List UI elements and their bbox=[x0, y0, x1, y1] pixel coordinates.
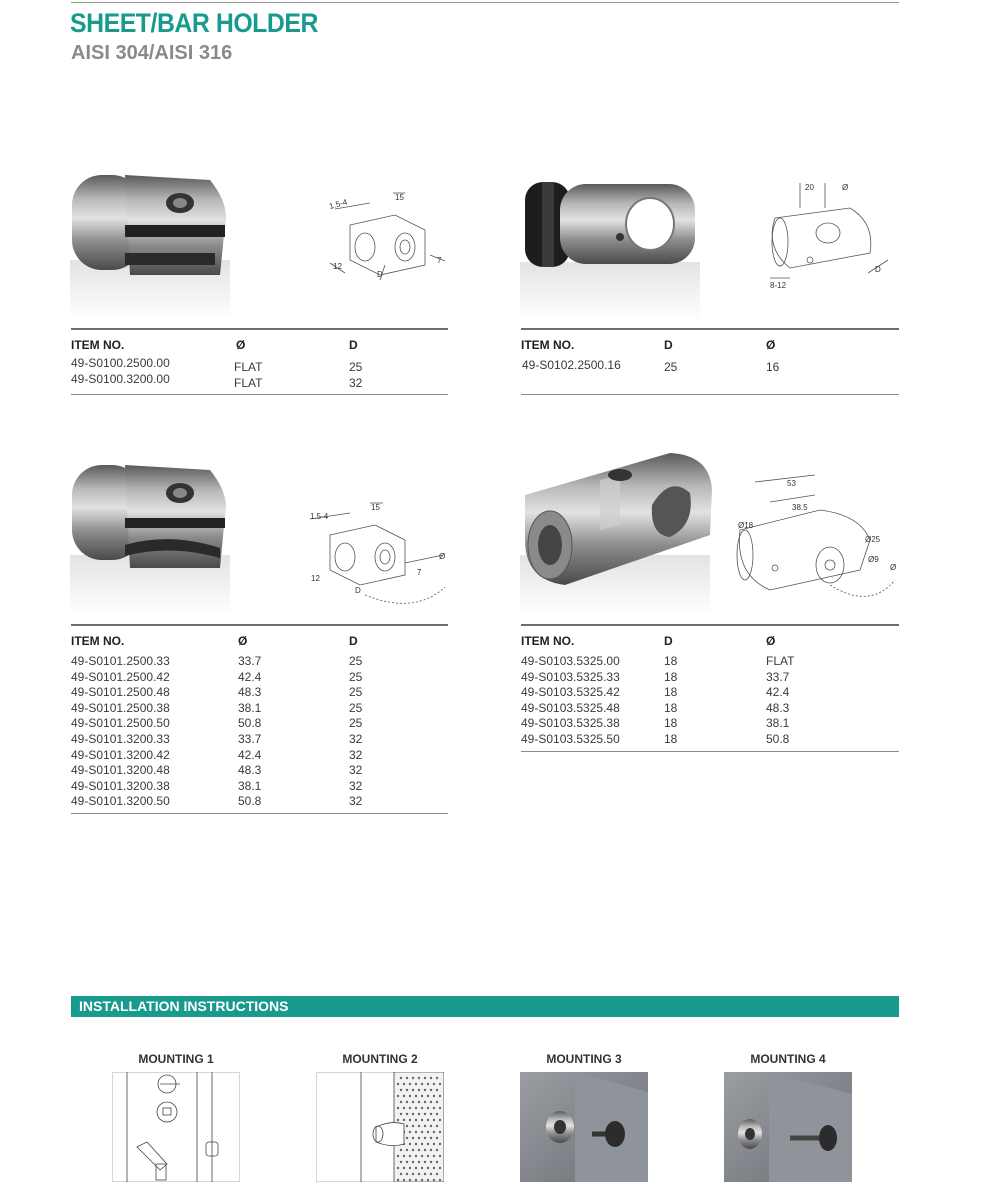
table-bottom-rule bbox=[521, 394, 899, 395]
column-header: ITEM NO. bbox=[521, 338, 575, 352]
d-cell: 25 bbox=[349, 654, 363, 668]
column-header: Ø bbox=[766, 634, 776, 648]
svg-text:Ø9: Ø9 bbox=[868, 555, 879, 564]
svg-text:Ø18: Ø18 bbox=[738, 521, 754, 530]
diameter-cell: 42.4 bbox=[238, 669, 262, 684]
installation-instructions-header bbox=[71, 996, 899, 1017]
mounting-label: MOUNTING 1 bbox=[138, 1052, 214, 1066]
column-header: ITEM NO. bbox=[71, 634, 125, 648]
svg-text:12: 12 bbox=[311, 574, 320, 583]
table-bottom-rule bbox=[71, 813, 448, 814]
table-row bbox=[71, 794, 448, 810]
holder-cross-photo bbox=[520, 445, 720, 615]
d-cell: 32 bbox=[349, 778, 363, 793]
svg-text:D: D bbox=[355, 586, 361, 595]
table-top-rule bbox=[521, 624, 899, 626]
diameter-cell: 38.1 bbox=[238, 778, 262, 793]
column-header: Ø bbox=[238, 634, 248, 648]
spec-table-49-s0100 bbox=[71, 328, 448, 396]
table-row bbox=[71, 748, 448, 764]
diameter-cell: 33.7 bbox=[238, 654, 262, 668]
svg-text:7: 7 bbox=[437, 256, 442, 265]
item-number: 49-S0100.3200.00 bbox=[71, 372, 170, 386]
item-number: 49-S0103.5325.00 bbox=[521, 654, 620, 668]
table-row bbox=[521, 358, 899, 374]
d-cell: 25 bbox=[664, 360, 678, 374]
diameter-cell: FLAT bbox=[766, 654, 795, 668]
table-row bbox=[71, 372, 448, 388]
svg-text:1.5-4: 1.5-4 bbox=[310, 512, 329, 521]
spec-table-49-s0102 bbox=[521, 328, 899, 396]
d-cell: 18 bbox=[664, 732, 678, 746]
table-row bbox=[521, 670, 899, 686]
item-number: 49-S0101.2500.50 bbox=[71, 716, 170, 731]
holder-curved-drawing bbox=[305, 495, 455, 610]
svg-text:7: 7 bbox=[417, 568, 422, 577]
table-row bbox=[71, 670, 448, 686]
mounting-4-illustration bbox=[724, 1072, 852, 1182]
diameter-cell: 50.8 bbox=[766, 732, 790, 746]
item-number: 49-S0102.2500.16 bbox=[522, 358, 621, 372]
table-row bbox=[71, 701, 448, 717]
d-cell: 25 bbox=[349, 360, 363, 374]
d-cell: 32 bbox=[349, 732, 363, 746]
item-number: 49-S0103.5325.50 bbox=[521, 732, 620, 746]
column-header: D bbox=[664, 338, 673, 352]
svg-text:20: 20 bbox=[805, 183, 814, 192]
item-number: 49-S0101.2500.33 bbox=[71, 654, 170, 668]
column-header: ITEM NO. bbox=[521, 634, 575, 648]
svg-text:53: 53 bbox=[787, 479, 796, 488]
d-cell: 25 bbox=[349, 685, 363, 700]
svg-text:15: 15 bbox=[371, 503, 380, 512]
installation-title: INSTALLATION INSTRUCTIONS bbox=[79, 998, 289, 1014]
column-header: D bbox=[349, 634, 358, 648]
holder-cross-drawing bbox=[730, 470, 900, 610]
column-header: D bbox=[664, 634, 673, 648]
item-number: 49-S0101.2500.48 bbox=[71, 685, 170, 700]
diameter-cell: FLAT bbox=[234, 376, 263, 390]
mounting-3 bbox=[520, 1052, 648, 1068]
mounting-label: MOUNTING 4 bbox=[750, 1052, 826, 1066]
svg-text:Ø: Ø bbox=[890, 563, 897, 572]
table-top-rule bbox=[71, 328, 448, 330]
diameter-cell: 50.8 bbox=[238, 716, 262, 731]
d-cell: 32 bbox=[349, 763, 363, 778]
mounting-2 bbox=[316, 1052, 444, 1068]
column-header: D bbox=[349, 338, 358, 352]
column-header: ITEM NO. bbox=[71, 338, 125, 352]
page-title: SHEET/BAR HOLDER bbox=[70, 8, 318, 38]
top-rule bbox=[71, 2, 899, 3]
mounting-1 bbox=[112, 1052, 240, 1068]
table-row bbox=[71, 763, 448, 779]
table-row bbox=[521, 685, 899, 701]
mounting-2-illustration bbox=[316, 1072, 444, 1182]
table-row bbox=[71, 685, 448, 701]
d-cell: 25 bbox=[349, 700, 363, 715]
svg-text:15: 15 bbox=[395, 193, 404, 202]
table-top-rule bbox=[71, 624, 448, 626]
column-header: Ø bbox=[766, 338, 776, 352]
d-cell: 18 bbox=[664, 700, 678, 715]
item-number: 49-S0103.5325.33 bbox=[521, 669, 620, 684]
item-number: 49-S0103.5325.38 bbox=[521, 716, 620, 731]
svg-text:12: 12 bbox=[333, 262, 342, 271]
table-row bbox=[71, 356, 448, 372]
d-cell: 18 bbox=[664, 669, 678, 684]
spec-table-49-s0101 bbox=[71, 624, 448, 816]
diameter-cell: 33.7 bbox=[766, 669, 790, 684]
svg-text:D: D bbox=[875, 265, 881, 274]
table-row bbox=[71, 732, 448, 748]
item-number: 49-S0100.2500.00 bbox=[71, 356, 170, 370]
item-number: 49-S0103.5325.48 bbox=[521, 700, 620, 715]
mounting-label: MOUNTING 3 bbox=[546, 1052, 622, 1066]
item-number: 49-S0101.3200.48 bbox=[71, 763, 170, 778]
svg-text:38.5: 38.5 bbox=[792, 503, 808, 512]
item-number: 49-S0101.3200.50 bbox=[71, 794, 170, 809]
table-row bbox=[71, 716, 448, 732]
table-row bbox=[521, 654, 899, 670]
mounting-label: MOUNTING 2 bbox=[342, 1052, 418, 1066]
d-cell: 18 bbox=[664, 716, 678, 731]
d-cell: 32 bbox=[349, 747, 363, 762]
diameter-cell: 38.1 bbox=[238, 700, 262, 715]
holder-flat-photo bbox=[70, 165, 240, 320]
diameter-cell: FLAT bbox=[234, 360, 263, 374]
d-cell: 25 bbox=[349, 669, 363, 684]
item-number: 49-S0101.2500.38 bbox=[71, 700, 170, 715]
page-subtitle: AISI 304/AISI 316 bbox=[71, 42, 233, 64]
table-row bbox=[521, 701, 899, 717]
holder-round-drawing bbox=[760, 178, 900, 293]
item-number: 49-S0101.3200.38 bbox=[71, 778, 170, 793]
table-bottom-rule bbox=[71, 394, 448, 395]
diameter-cell: 16 bbox=[766, 360, 780, 374]
table-row bbox=[71, 779, 448, 795]
mounting-1-illustration bbox=[112, 1072, 240, 1182]
table-row bbox=[521, 716, 899, 732]
d-cell: 18 bbox=[664, 685, 678, 700]
svg-text:8-12: 8-12 bbox=[770, 281, 787, 290]
holder-round-photo bbox=[520, 172, 705, 320]
svg-text:Ø: Ø bbox=[842, 183, 849, 192]
item-number: 49-S0101.3200.42 bbox=[71, 747, 170, 762]
table-row bbox=[521, 732, 899, 748]
item-number: 49-S0103.5325.42 bbox=[521, 685, 620, 700]
diameter-cell: 38.1 bbox=[766, 716, 790, 731]
svg-text:Ø25: Ø25 bbox=[865, 535, 881, 544]
diameter-cell: 50.8 bbox=[238, 794, 262, 809]
mounting-3-illustration bbox=[520, 1072, 648, 1182]
diameter-cell: 42.4 bbox=[238, 747, 262, 762]
mounting-4 bbox=[724, 1052, 852, 1068]
column-header: Ø bbox=[236, 338, 246, 352]
item-number: 49-S0101.2500.42 bbox=[71, 669, 170, 684]
diameter-cell: 33.7 bbox=[238, 732, 262, 746]
d-cell: 32 bbox=[349, 376, 363, 390]
holder-curved-photo bbox=[70, 460, 240, 615]
d-cell: 25 bbox=[349, 716, 363, 731]
spec-table-49-s0103 bbox=[521, 624, 899, 754]
svg-text:D: D bbox=[377, 270, 383, 279]
table-row bbox=[71, 654, 448, 670]
diameter-cell: 48.3 bbox=[238, 685, 262, 700]
item-number: 49-S0101.3200.33 bbox=[71, 732, 170, 746]
d-cell: 32 bbox=[349, 794, 363, 809]
diameter-cell: 48.3 bbox=[238, 763, 262, 778]
svg-text:1.5-4: 1.5-4 bbox=[328, 197, 349, 211]
diameter-cell: 48.3 bbox=[766, 700, 790, 715]
svg-text:Ø: Ø bbox=[439, 552, 446, 561]
table-bottom-rule bbox=[521, 751, 899, 752]
diameter-cell: 42.4 bbox=[766, 685, 790, 700]
holder-flat-drawing bbox=[325, 185, 455, 290]
d-cell: 18 bbox=[664, 654, 678, 668]
table-top-rule bbox=[521, 328, 899, 330]
